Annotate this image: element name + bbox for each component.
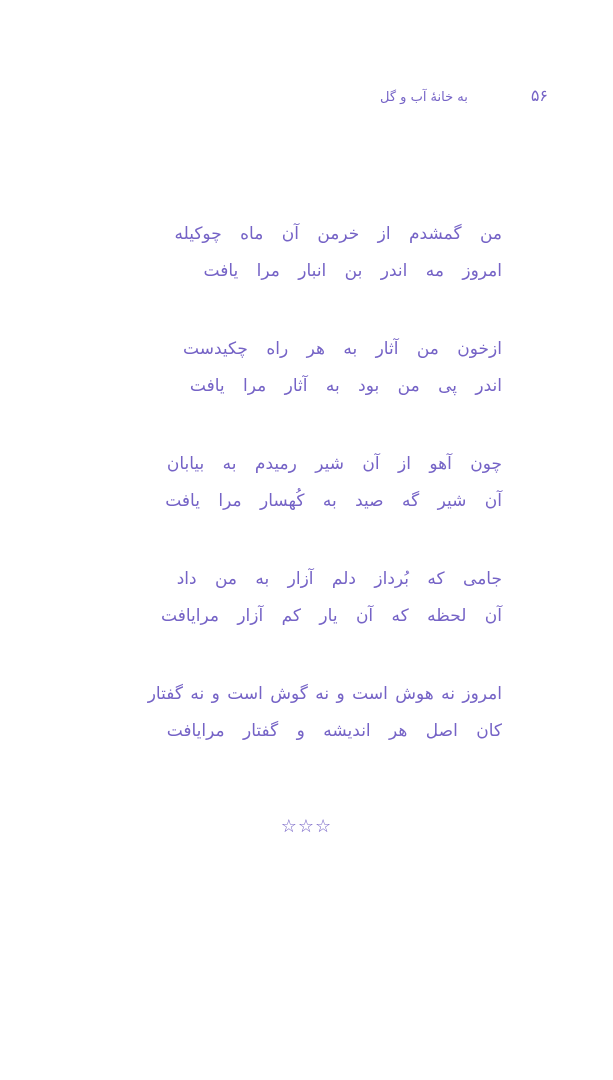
section-ornament: ☆☆☆ — [280, 816, 333, 837]
verse-line: امروز مه اندر بن انبار مرا یافت — [203, 261, 502, 281]
stanza-5 — [82, 676, 502, 750]
verse-line: چون آهو از آن شیر رمیدم به بیابان — [166, 454, 502, 474]
verse-line: اندر پی من بود به آثار مرا یافت — [189, 376, 502, 396]
verse-line: امروز نه هوش است و نه گوش است و نه گفتار — [147, 684, 502, 704]
page-number: ۵۶ — [530, 86, 548, 105]
verse-line: من گمشدم از خرمن آن ماه چوکیله — [174, 224, 502, 244]
verse-line: آن شیر گه صید به کُهسار مرا یافت — [165, 491, 502, 511]
stanza-3 — [82, 446, 502, 520]
verse-line: ازخون من آثار به هر راه چکیدست — [183, 339, 502, 359]
poem — [82, 216, 502, 791]
stanza-2 — [82, 331, 502, 405]
verse-line: جامی که بُرداز دلم آزار به من داد — [176, 569, 502, 589]
verse-line: کان اصل هر اندیشه و گفتار مرایافت — [166, 721, 502, 741]
running-title: به خانهٔ آب و گل — [380, 90, 468, 105]
stanza-1 — [82, 216, 502, 290]
stanza-4 — [82, 561, 502, 635]
verse-line: آن لحظه که آن یار کم آزار مرایافت — [161, 606, 502, 626]
page-header — [380, 86, 550, 114]
